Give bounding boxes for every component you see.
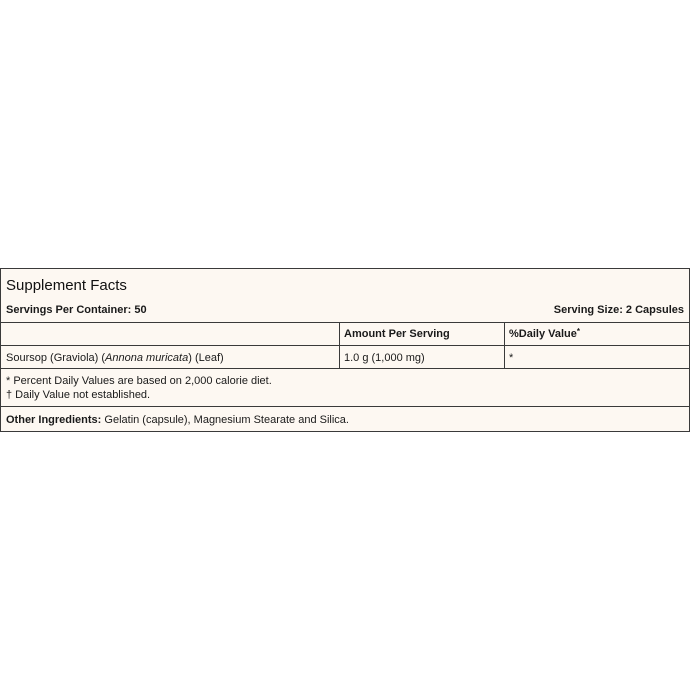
ingredient-daily-value: *: [509, 352, 514, 364]
serving-size: Serving Size: 2 Capsules: [553, 304, 684, 316]
ingredient-name: [6, 352, 224, 364]
ingredient-name-part: ) (Leaf): [188, 352, 224, 364]
ingredient-amount: 1.0 g (1,000 mg): [344, 352, 425, 364]
servings-per-container: Servings Per Container: 50: [6, 304, 147, 316]
other-ingredients-text: Gelatin (capsule), Magnesium Stearate and Silica.: [101, 414, 349, 426]
footnote: * Percent Daily Values are based on 2,000 calorie diet.: [6, 375, 272, 387]
divider: [1, 345, 689, 346]
footnote: † Daily Value not established.: [6, 389, 151, 401]
header-daily-value-label: %Daily Value: [509, 328, 577, 340]
header-daily-value-mark: *: [576, 327, 580, 336]
panel-title: Supplement Facts: [6, 277, 127, 294]
ingredient-name-latin: Annona muricata: [105, 352, 189, 364]
supplement-facts-panel: [0, 268, 690, 432]
ingredient-name-common: Soursop (Graviola) (: [6, 352, 106, 364]
other-ingredients: [6, 414, 349, 426]
header-daily-value: [509, 328, 580, 340]
divider: [1, 406, 689, 407]
divider: [1, 322, 689, 323]
other-ingredients-label: Other Ingredients:: [6, 414, 102, 426]
divider: [1, 368, 689, 369]
header-amount-per-serving: Amount Per Serving: [344, 328, 450, 340]
